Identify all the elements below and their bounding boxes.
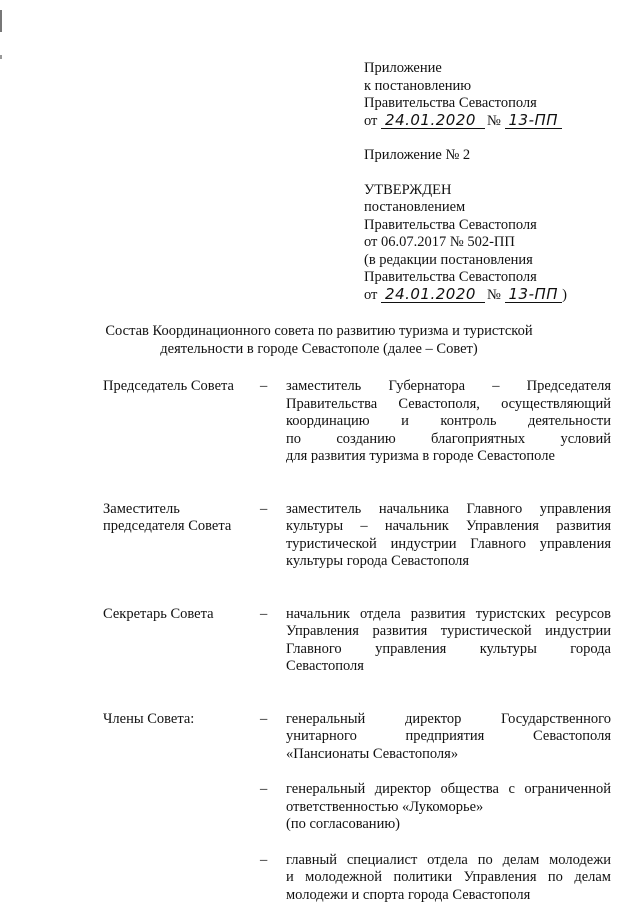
- role-deputy: [103, 501, 260, 536]
- desc-line: и молодежной политики Управления по делам: [286, 869, 611, 885]
- desc-line: культуры – начальник Управления развития: [286, 518, 611, 534]
- desc-line: ответственностью «Лукоморье»: [286, 798, 484, 815]
- approved-line2: постановлением: [364, 199, 466, 215]
- member-row-council-1: [103, 711, 611, 764]
- role-dash: –: [260, 781, 268, 797]
- role-dash: –: [260, 851, 268, 868]
- desc-council-3: [286, 852, 611, 905]
- desc-line: Главного управления культуры города: [286, 640, 611, 657]
- approved-number-sign: №: [487, 286, 501, 303]
- desc-line: заместитель Губернатора – Председателя: [286, 378, 611, 394]
- desc-deputy: [286, 501, 611, 571]
- member-row-secretary: [103, 606, 611, 676]
- attachment-number-sign: №: [487, 112, 501, 129]
- attachment-line3: Правительства Севастополя: [364, 95, 537, 111]
- attachment-from-prefix: от: [364, 112, 378, 129]
- approved-line1: УТВЕРЖДЕН: [364, 181, 452, 198]
- approved-line6: Правительства Севастополя: [364, 269, 537, 285]
- desc-council-2: [286, 781, 611, 834]
- approved-date-line: [364, 284, 619, 305]
- desc-line: генеральный директор общества с ограниченной: [286, 781, 611, 797]
- member-row-council-2: [103, 781, 611, 834]
- approved-line3: Правительства Севастополя: [364, 216, 537, 233]
- role-dash: –: [260, 605, 268, 622]
- desc-line: заместитель начальника Главного управления: [286, 500, 611, 517]
- role-dash: –: [260, 378, 268, 394]
- desc-line: Правительства Севастополя, осуществляющий: [286, 395, 611, 412]
- role-chair: Председатель Совета: [103, 378, 234, 394]
- council-members-list: [103, 378, 611, 904]
- attachment-handwritten-date: 24.01.2020: [381, 113, 485, 129]
- scan-edge-mark: [0, 10, 2, 32]
- approved-handwritten-date: 24.01.2020: [381, 287, 485, 303]
- attachment-handwritten-number: 13-ПП: [505, 113, 563, 129]
- approved-handwritten-number: 13-ПП: [505, 287, 563, 303]
- desc-line: по созданию благоприятных условий: [286, 430, 611, 447]
- desc-line: для развития туризма в городе Севастополе: [286, 448, 555, 464]
- attachment-line1: Приложение: [364, 60, 442, 76]
- attachment-date-line: [364, 110, 619, 131]
- title-line1: Состав Координационного совета по развитию туризма и туристской: [105, 323, 533, 339]
- desc-line: унитарного предприятия Севастополя: [286, 728, 611, 744]
- member-row-council-3: [103, 852, 611, 905]
- role-deputy-line2: председателя Совета: [103, 518, 232, 534]
- role-council: Члены Совета:: [103, 710, 195, 727]
- document-title: [80, 322, 558, 358]
- desc-line: Севастополя: [286, 658, 364, 674]
- desc-chair: [286, 378, 611, 466]
- desc-line: генеральный директор Государственного: [286, 710, 611, 727]
- appendix-label: Приложение № 2: [364, 147, 471, 163]
- desc-council-1: [286, 711, 611, 764]
- approved-closing-paren: ): [562, 286, 567, 303]
- approved-from-prefix: от: [364, 286, 378, 303]
- desc-line: координацию и контроль деятельности: [286, 413, 611, 429]
- desc-line: (по согласованию): [286, 816, 400, 832]
- desc-line: главный специалист отдела по делам молодежи: [286, 851, 611, 868]
- role-dash: –: [260, 500, 268, 517]
- member-row-deputy: [103, 501, 611, 571]
- desc-line: туристической индустрии Главного управления: [286, 535, 611, 552]
- desc-line: начальник отдела развития туристских ресурсов: [286, 605, 611, 622]
- attachment-line2: к постановлению: [364, 77, 472, 94]
- approved-line5: (в редакции постановления: [364, 251, 533, 268]
- desc-line: «Пансионаты Севастополя»: [286, 745, 459, 762]
- member-row-chair: [103, 378, 611, 466]
- desc-line: Управления развития туристической индустрии: [286, 623, 611, 639]
- desc-line: культуры города Севастополя: [286, 553, 470, 569]
- desc-secretary: [286, 606, 611, 676]
- desc-line: молодежи и спорта города Севастополя: [286, 886, 531, 903]
- title-line2: деятельности в городе Севастополе (далее – Совет): [160, 341, 478, 357]
- role-deputy-line1: Заместитель: [103, 500, 180, 517]
- scan-edge-dot: [0, 55, 2, 59]
- approved-line4: от 06.07.2017 № 502-ПП: [364, 234, 515, 250]
- role-secretary: Секретарь Совета: [103, 605, 214, 622]
- header-block: [364, 60, 619, 304]
- role-dash: –: [260, 710, 268, 727]
